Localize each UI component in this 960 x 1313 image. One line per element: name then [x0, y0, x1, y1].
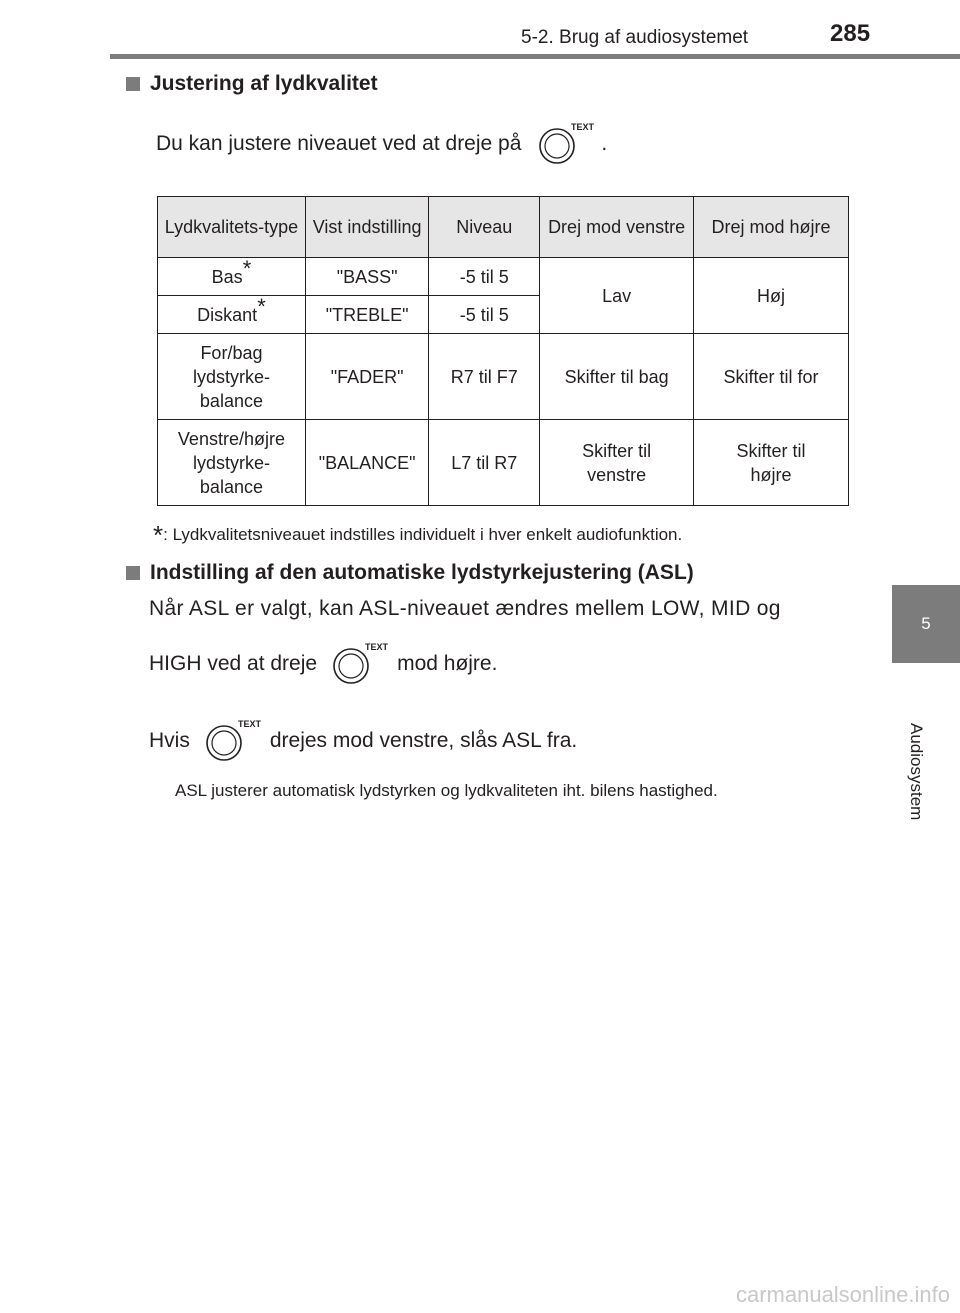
table-cell: Diskant* [158, 296, 306, 334]
section-title-text: Indstilling af den automatiske lydstyrkejustering (ASL) [150, 561, 694, 584]
table-header: Niveau [429, 197, 540, 258]
intro-end: . [601, 132, 608, 155]
table-row [158, 258, 849, 296]
watermark: carmanualsonline.info [735, 1282, 950, 1307]
footnote [153, 520, 682, 551]
table-header: Vist indstilling [305, 197, 428, 258]
knob-label: TEXT [237, 719, 261, 729]
table-row [158, 334, 849, 420]
knob-label: TEXT [571, 122, 595, 132]
square-bullet-icon [126, 566, 140, 580]
table-cell: -5 til 5 [429, 258, 540, 296]
section-title-sound-quality [126, 72, 378, 96]
table-cell: Skifter til bag [540, 334, 694, 420]
table-header: Lydkvalitets-type [158, 197, 306, 258]
asl-note: ASL justerer automatisk lydstyrken og lydkvaliteten iht. bilens hastighed. [175, 781, 718, 800]
table-cell: Skifter til venstre [540, 420, 694, 506]
table-cell: Skifter til højre [694, 420, 849, 506]
header-section-title: 5-2. Brug af audiosystemet [521, 27, 749, 48]
table-header: Drej mod venstre [540, 197, 694, 258]
knob-label: TEXT [365, 642, 389, 652]
table-cell: "BASS" [305, 258, 428, 296]
table-cell: -5 til 5 [429, 296, 540, 334]
asl-paragraph-line3: Hvis TEXT drejes mod venstre, slås ASL fra. [149, 717, 577, 765]
sound-quality-table [157, 196, 849, 506]
asl-paragraph-line1: Når ASL er valgt, kan ASL-niveauet ændres mellem LOW, MID og [149, 597, 781, 620]
table-cell: L7 til R7 [429, 420, 540, 506]
section-title-asl [126, 561, 694, 585]
table-cell: For/bag lydstyrke-balance [158, 334, 306, 420]
side-tab-chapter: 5 [892, 585, 960, 663]
page-number: 285 [830, 20, 871, 47]
header-rule [110, 54, 960, 59]
section-title-text: Justering af lydkvalitet [150, 72, 378, 95]
side-tab-label-box [892, 663, 960, 863]
intro-text: Du kan justere niveauet ved at dreje på [156, 132, 522, 155]
table-row [158, 420, 849, 506]
text-knob-icon [535, 120, 597, 168]
table-header: Drej mod højre [694, 197, 849, 258]
asl-paragraph-line2: HIGH ved at dreje TEXT mod højre. [149, 640, 497, 688]
table-cell: "BALANCE" [305, 420, 428, 506]
table-cell: Lav [540, 258, 694, 334]
table-cell: Bas* [158, 258, 306, 296]
table-header-row [158, 197, 849, 258]
table-cell: Skifter til for [694, 334, 849, 420]
side-tab-label: Audiosystem [907, 723, 926, 821]
intro-paragraph [156, 120, 607, 168]
square-bullet-icon [126, 77, 140, 91]
text-knob-icon [329, 640, 391, 688]
text-knob-icon [202, 717, 264, 765]
table-cell: "FADER" [305, 334, 428, 420]
footnote-star: * [153, 520, 164, 550]
table-cell: "TREBLE" [305, 296, 428, 334]
table-cell: Høj [694, 258, 849, 334]
footnote-text: : Lydkvalitetsniveauet indstilles individuelt i hver enkelt audiofunktion. [163, 525, 683, 544]
table-cell: R7 til F7 [429, 334, 540, 420]
table-cell: Venstre/højre lydstyrke-balance [158, 420, 306, 506]
